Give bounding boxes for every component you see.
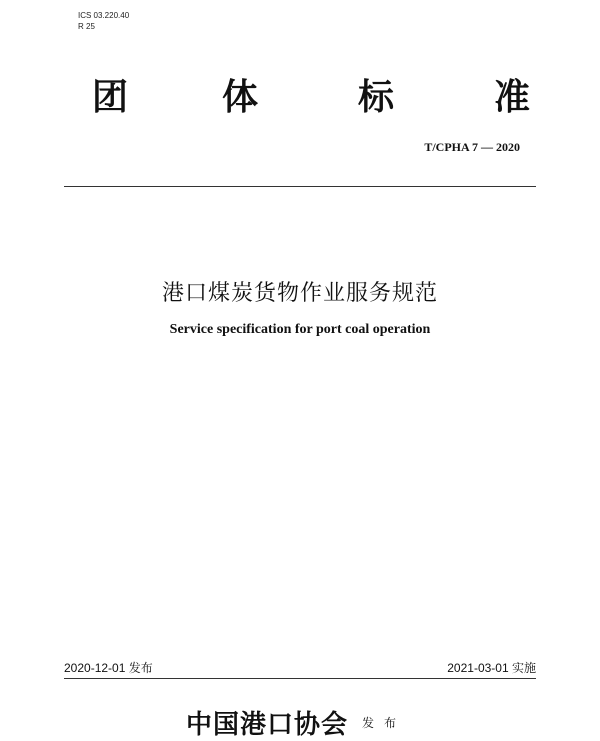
ccs-code: R 25 [78, 22, 95, 31]
divider-top [64, 186, 536, 187]
publisher-block [186, 704, 406, 741]
standard-type-char: 体 [222, 76, 259, 118]
document-title-en: Service specification for port coal operation [169, 322, 431, 337]
standard-type-heading [0, 75, 600, 123]
effective-label: 实施 [511, 661, 536, 675]
issue-date-block [64, 659, 153, 676]
effective-date-block [447, 659, 536, 676]
standard-code: T/CPHA 7 — 2020 [424, 140, 520, 154]
ics-code: ICS 03.220.40 [78, 11, 130, 20]
standard-type-char: 标 [358, 76, 395, 118]
divider-bottom [64, 678, 536, 679]
publisher-name: 中国港口协会 [186, 710, 349, 740]
issue-date: 2020-12-01 [64, 661, 126, 675]
issue-label: 发布 [128, 661, 153, 675]
classification-block [78, 10, 129, 32]
document-title-zh: 港口煤炭货物作业服务规范 [161, 281, 438, 306]
effective-date: 2021-03-01 [447, 661, 509, 675]
standard-type-char: 准 [494, 76, 531, 118]
standard-type-char: 团 [92, 76, 129, 118]
publisher-label: 发布 [362, 716, 407, 730]
